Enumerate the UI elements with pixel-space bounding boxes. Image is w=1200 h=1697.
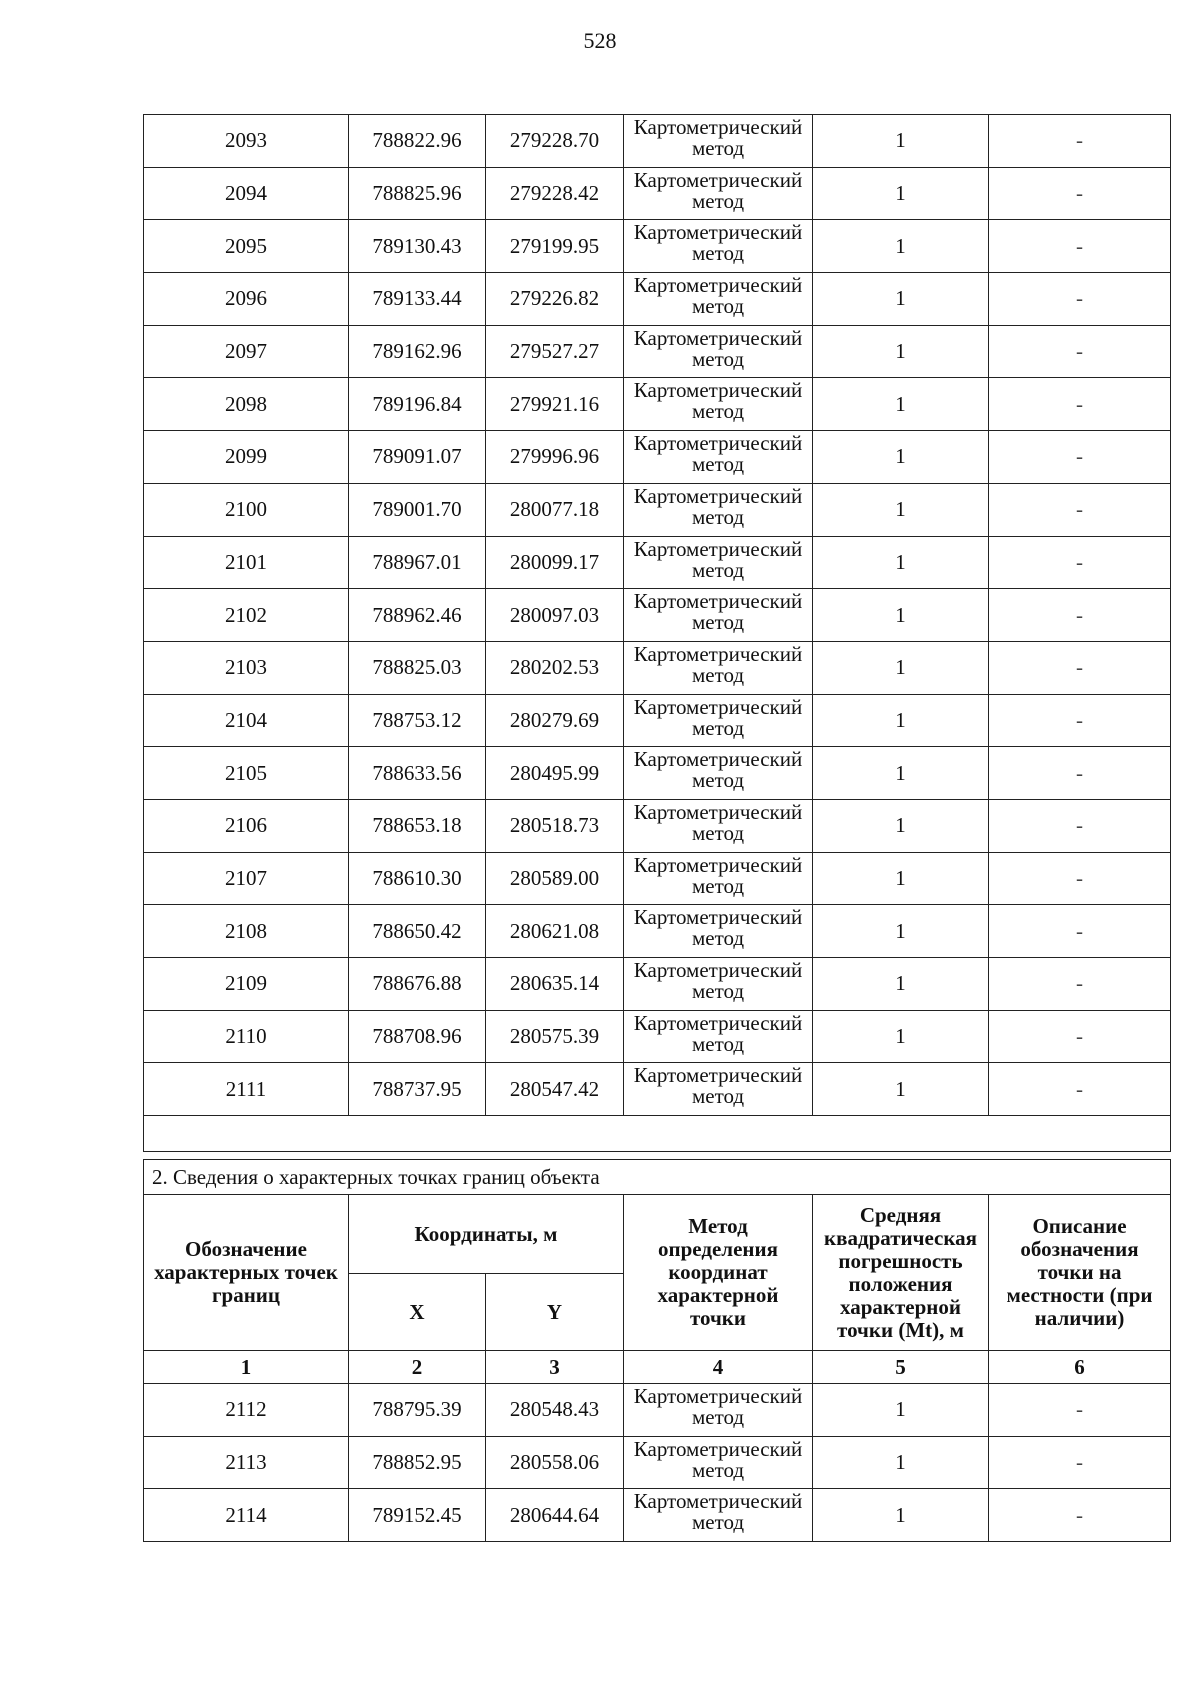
- table-row: [144, 1436, 1171, 1489]
- y-coordinate-cell: 280518.73: [486, 799, 624, 852]
- x-coordinate-cell: 789133.44: [349, 273, 486, 326]
- mean-error-cell: 1: [813, 589, 989, 642]
- method-cell: [624, 1489, 813, 1542]
- method-text: метод: [691, 873, 745, 898]
- header-x: X: [349, 1274, 486, 1351]
- method-cell: [624, 747, 813, 800]
- method-text: Картометрический: [633, 325, 803, 350]
- x-coordinate-cell: 788852.95: [349, 1436, 486, 1489]
- y-coordinate-cell: 279921.16: [486, 378, 624, 431]
- point-id-cell: 2104: [144, 694, 349, 747]
- mean-error-cell: 1: [813, 694, 989, 747]
- table-row: [144, 431, 1171, 484]
- method-text: метод: [691, 979, 745, 1003]
- method-cell: [624, 167, 813, 220]
- method-text: метод: [691, 504, 745, 529]
- point-id-cell: 2111: [144, 1063, 349, 1116]
- x-coordinate-cell: 788753.12: [349, 694, 486, 747]
- description-cell: -: [989, 905, 1171, 958]
- point-id-cell: 2103: [144, 641, 349, 694]
- method-text: Картометрический: [633, 431, 803, 456]
- table-row: [144, 483, 1171, 536]
- x-coordinate-cell: 788633.56: [349, 747, 486, 800]
- description-cell: -: [989, 115, 1171, 168]
- mean-error-cell: 1: [813, 536, 989, 589]
- x-coordinate-cell: 789130.43: [349, 220, 486, 273]
- point-id-cell: 2093: [144, 115, 349, 168]
- description-cell: -: [989, 694, 1171, 747]
- table-row: [144, 273, 1171, 326]
- point-id-cell: 2102: [144, 589, 349, 642]
- description-cell: -: [989, 325, 1171, 378]
- mean-error-cell: 1: [813, 641, 989, 694]
- description-cell: -: [989, 431, 1171, 484]
- description-cell: -: [989, 747, 1171, 800]
- method-text: Картометрический: [633, 1063, 803, 1088]
- y-coordinate-cell: 279527.27: [486, 325, 624, 378]
- mean-error-cell: 1: [813, 958, 989, 1011]
- method-text: Картометрический: [633, 1489, 803, 1514]
- header-mean-error: Средняя квадратическая погрешность положения характерной точки (Mt), м: [813, 1195, 989, 1351]
- method-text: метод: [691, 1510, 745, 1535]
- y-coordinate-cell: 280635.14: [486, 958, 624, 1011]
- method-text: Картометрический: [633, 1384, 803, 1408]
- y-coordinate-cell: 280589.00: [486, 852, 624, 905]
- method-text: метод: [691, 1405, 745, 1429]
- mean-error-cell: 1: [813, 220, 989, 273]
- x-coordinate-cell: 789001.70: [349, 483, 486, 536]
- table-row: [144, 325, 1171, 378]
- mean-error-cell: 1: [813, 1063, 989, 1116]
- method-cell: [624, 958, 813, 1011]
- method-text: метод: [691, 662, 745, 687]
- column-number: 3: [486, 1351, 624, 1384]
- mean-error-cell: 1: [813, 1010, 989, 1063]
- mean-error-cell: 1: [813, 747, 989, 800]
- description-cell: -: [989, 220, 1171, 273]
- mean-error-cell: 1: [813, 1384, 989, 1437]
- description-cell: -: [989, 1384, 1171, 1437]
- y-coordinate-cell: 280547.42: [486, 1063, 624, 1116]
- method-cell: [624, 694, 813, 747]
- column-number: 6: [989, 1351, 1171, 1384]
- method-text: метод: [691, 1084, 745, 1109]
- mean-error-cell: 1: [813, 1489, 989, 1542]
- point-id-cell: 2097: [144, 325, 349, 378]
- method-cell: [624, 115, 813, 168]
- table-row: [144, 641, 1171, 694]
- point-id-cell: 2099: [144, 431, 349, 484]
- description-cell: -: [989, 799, 1171, 852]
- point-id-cell: 2112: [144, 1384, 349, 1437]
- table-row: [144, 1063, 1171, 1116]
- mean-error-cell: 1: [813, 905, 989, 958]
- x-coordinate-cell: 789091.07: [349, 431, 486, 484]
- method-text: Картометрический: [633, 273, 803, 298]
- x-coordinate-cell: 788610.30: [349, 852, 486, 905]
- method-text: Картометрический: [633, 1436, 803, 1461]
- method-text: Картометрический: [633, 536, 803, 561]
- description-cell: -: [989, 483, 1171, 536]
- method-cell: [624, 536, 813, 589]
- header-method: Метод определения координат характерной точки: [624, 1195, 813, 1351]
- description-cell: -: [989, 1010, 1171, 1063]
- point-id-cell: 2110: [144, 1010, 349, 1063]
- method-cell: [624, 589, 813, 642]
- description-cell: -: [989, 1489, 1171, 1542]
- method-cell: [624, 641, 813, 694]
- method-text: метод: [691, 820, 745, 845]
- table-row: [144, 589, 1171, 642]
- mean-error-cell: 1: [813, 852, 989, 905]
- header-description: Описание обозначения точки на местности (при наличии): [989, 1195, 1171, 1351]
- point-id-cell: 2098: [144, 378, 349, 431]
- point-id-cell: 2114: [144, 1489, 349, 1542]
- description-cell: -: [989, 167, 1171, 220]
- x-coordinate-cell: 789152.45: [349, 1489, 486, 1542]
- method-text: метод: [691, 241, 745, 266]
- y-coordinate-cell: 280097.03: [486, 589, 624, 642]
- x-coordinate-cell: 789162.96: [349, 325, 486, 378]
- characteristic-points-table: [143, 1159, 1171, 1542]
- y-coordinate-cell: 280548.43: [486, 1384, 624, 1437]
- method-cell: [624, 325, 813, 378]
- mean-error-cell: 1: [813, 115, 989, 168]
- y-coordinate-cell: 280644.64: [486, 1489, 624, 1542]
- mean-error-cell: 1: [813, 431, 989, 484]
- mean-error-cell: 1: [813, 167, 989, 220]
- y-coordinate-cell: 280099.17: [486, 536, 624, 589]
- method-text: Картометрический: [633, 799, 803, 824]
- description-cell: -: [989, 1436, 1171, 1489]
- method-text: Картометрический: [633, 378, 803, 403]
- header-row: [144, 1195, 1171, 1274]
- method-text: Картометрический: [633, 220, 803, 245]
- method-cell: [624, 799, 813, 852]
- description-cell: -: [989, 589, 1171, 642]
- table-row: [144, 378, 1171, 431]
- method-text: Картометрический: [633, 167, 803, 192]
- header-point-designation: Обозначение характерных точек границ: [144, 1195, 349, 1351]
- column-number: 1: [144, 1351, 349, 1384]
- method-text: Картометрический: [633, 115, 803, 139]
- x-coordinate-cell: 789196.84: [349, 378, 486, 431]
- y-coordinate-cell: 280495.99: [486, 747, 624, 800]
- method-text: Картометрический: [633, 905, 803, 930]
- method-cell: [624, 378, 813, 431]
- y-coordinate-cell: 280202.53: [486, 641, 624, 694]
- header-y: Y: [486, 1274, 624, 1351]
- x-coordinate-cell: 788967.01: [349, 536, 486, 589]
- table-row: [144, 220, 1171, 273]
- point-id-cell: 2095: [144, 220, 349, 273]
- description-cell: -: [989, 852, 1171, 905]
- point-id-cell: 2108: [144, 905, 349, 958]
- point-id-cell: 2113: [144, 1436, 349, 1489]
- column-number: 5: [813, 1351, 989, 1384]
- method-cell: [624, 1436, 813, 1489]
- y-coordinate-cell: 280558.06: [486, 1436, 624, 1489]
- method-cell: [624, 1010, 813, 1063]
- x-coordinate-cell: 788825.96: [349, 167, 486, 220]
- y-coordinate-cell: 279199.95: [486, 220, 624, 273]
- table-row: [144, 1489, 1171, 1542]
- method-text: метод: [691, 346, 745, 371]
- method-text: метод: [691, 926, 745, 951]
- description-cell: -: [989, 641, 1171, 694]
- column-number: 4: [624, 1351, 813, 1384]
- method-cell: [624, 852, 813, 905]
- point-id-cell: 2094: [144, 167, 349, 220]
- coordinates-table-continued: [143, 114, 1171, 1152]
- point-id-cell: 2106: [144, 799, 349, 852]
- mean-error-cell: 1: [813, 799, 989, 852]
- method-cell: [624, 273, 813, 326]
- y-coordinate-cell: 280621.08: [486, 905, 624, 958]
- method-text: Картометрический: [633, 747, 803, 772]
- y-coordinate-cell: 280077.18: [486, 483, 624, 536]
- method-text: метод: [691, 557, 745, 582]
- description-cell: -: [989, 378, 1171, 431]
- method-text: метод: [691, 768, 745, 793]
- method-text: Картометрический: [633, 694, 803, 719]
- point-id-cell: 2105: [144, 747, 349, 800]
- table-row: [144, 694, 1171, 747]
- x-coordinate-cell: 788795.39: [349, 1384, 486, 1437]
- table-row: [144, 167, 1171, 220]
- method-cell: [624, 431, 813, 484]
- column-number: 2: [349, 1351, 486, 1384]
- table-row: [144, 958, 1171, 1011]
- point-id-cell: 2107: [144, 852, 349, 905]
- method-text: Картометрический: [633, 958, 803, 982]
- x-coordinate-cell: 788962.46: [349, 589, 486, 642]
- mean-error-cell: 1: [813, 1436, 989, 1489]
- page-number: 528: [583, 28, 617, 53]
- section-title-row: [144, 1160, 1171, 1195]
- method-text: Картометрический: [633, 483, 803, 508]
- x-coordinate-cell: 788676.88: [349, 958, 486, 1011]
- y-coordinate-cell: 279228.42: [486, 167, 624, 220]
- point-id-cell: 2100: [144, 483, 349, 536]
- method-text: метод: [691, 452, 745, 477]
- table-row: [144, 852, 1171, 905]
- mean-error-cell: 1: [813, 378, 989, 431]
- description-cell: -: [989, 273, 1171, 326]
- x-coordinate-cell: 788650.42: [349, 905, 486, 958]
- table-row: [144, 1384, 1171, 1437]
- method-cell: [624, 1384, 813, 1437]
- y-coordinate-cell: 279226.82: [486, 273, 624, 326]
- column-numbers-row: [144, 1351, 1171, 1384]
- y-coordinate-cell: 279228.70: [486, 115, 624, 168]
- y-coordinate-cell: 279996.96: [486, 431, 624, 484]
- point-id-cell: 2101: [144, 536, 349, 589]
- description-cell: -: [989, 1063, 1171, 1116]
- method-text: метод: [691, 1031, 745, 1056]
- x-coordinate-cell: 788737.95: [349, 1063, 486, 1116]
- x-coordinate-cell: 788653.18: [349, 799, 486, 852]
- x-coordinate-cell: 788822.96: [349, 115, 486, 168]
- mean-error-cell: 1: [813, 273, 989, 326]
- empty-row: [144, 1116, 1171, 1152]
- table-row: [144, 747, 1171, 800]
- method-text: метод: [691, 610, 745, 635]
- method-text: метод: [691, 715, 745, 740]
- description-cell: -: [989, 536, 1171, 589]
- method-cell: [624, 483, 813, 536]
- y-coordinate-cell: 280575.39: [486, 1010, 624, 1063]
- method-cell: [624, 1063, 813, 1116]
- table-row: [144, 536, 1171, 589]
- header-coordinates: Координаты, м: [349, 1195, 624, 1274]
- method-text: Картометрический: [633, 852, 803, 877]
- point-id-cell: 2109: [144, 958, 349, 1011]
- section-title: 2. Сведения о характерных точках границ объекта: [144, 1160, 1171, 1195]
- empty-cell: [144, 1116, 1171, 1152]
- method-text: метод: [691, 1457, 745, 1482]
- table-row: [144, 115, 1171, 168]
- x-coordinate-cell: 788708.96: [349, 1010, 486, 1063]
- method-text: метод: [691, 136, 745, 160]
- x-coordinate-cell: 788825.03: [349, 641, 486, 694]
- point-id-cell: 2096: [144, 273, 349, 326]
- mean-error-cell: 1: [813, 325, 989, 378]
- method-cell: [624, 905, 813, 958]
- method-text: метод: [691, 188, 745, 213]
- mean-error-cell: 1: [813, 483, 989, 536]
- method-text: Картометрический: [633, 1010, 803, 1035]
- method-cell: [624, 220, 813, 273]
- method-text: Картометрический: [633, 589, 803, 614]
- method-text: Картометрический: [633, 641, 803, 666]
- description-cell: -: [989, 958, 1171, 1011]
- table-row: [144, 799, 1171, 852]
- method-text: метод: [691, 399, 745, 424]
- method-text: метод: [691, 294, 745, 319]
- table-row: [144, 905, 1171, 958]
- y-coordinate-cell: 280279.69: [486, 694, 624, 747]
- table-row: [144, 1010, 1171, 1063]
